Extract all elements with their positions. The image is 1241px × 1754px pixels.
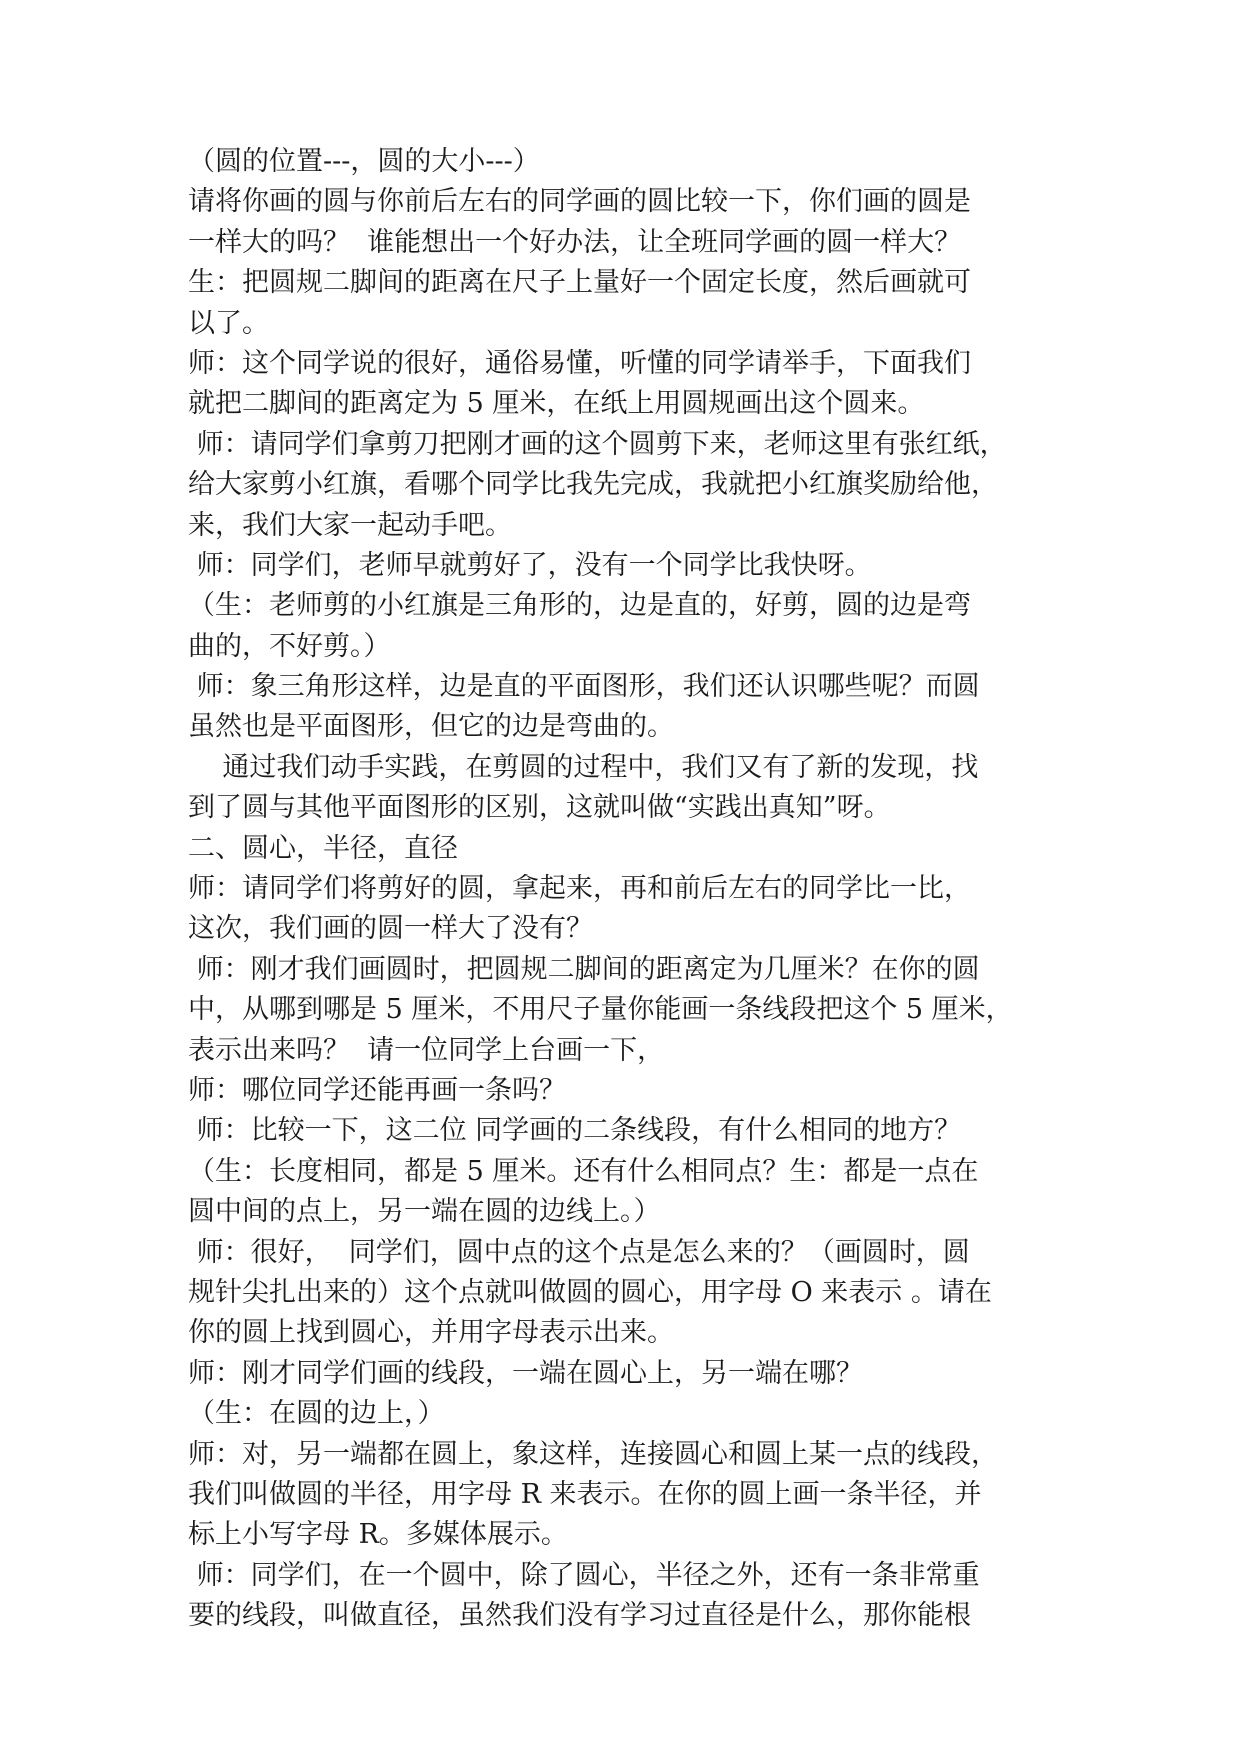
text-line: 这次，我们画的圆一样大了没有？ (188, 913, 593, 945)
text-line: 来，我们大家一起动手吧。 (188, 509, 512, 541)
text-line: 就把二脚间的距离定为 5 厘米，在纸上用圆规画出这个圆来。 (188, 388, 925, 420)
text-line: 师：对，另一端都在圆上，象这样，连接圆心和圆上某一点的线段， (188, 1438, 998, 1470)
text-line: 表示出来吗？ 请一位同学上台画一下， (188, 1034, 665, 1066)
text-line: 我们叫做圆的半径，用字母 R 来表示。在你的圆上画一条半径，并 (188, 1478, 982, 1510)
text-line: 请将你画的圆与你前后左右的同学画的圆比较一下，你们画的圆是 (188, 186, 971, 218)
text-line: （生：在圆的边上，） (188, 1398, 445, 1430)
text-line: 师：象三角形这样，边是直的平面图形，我们还认识哪些呢？而圆 (188, 671, 980, 703)
text-line: 规针尖扎出来的）这个点就叫做圆的圆心，用字母 O 来表示 。请在 (188, 1276, 992, 1308)
text-line: 师：同学们，老师早就剪好了，没有一个同学比我快呀。 (188, 549, 872, 581)
text-line: （生：老师剪的小红旗是三角形的，边是直的，好剪，圆的边是弯 (188, 590, 971, 622)
text-line: （生：长度相同，都是 5 厘米。还有什么相同点？生：都是一点在 (188, 1155, 979, 1187)
text-line: 标上小写字母 R。多媒体展示。 (188, 1519, 568, 1551)
text-line: 一样大的吗？ 谁能想出一个好办法，让全班同学画的圆一样大？ (188, 226, 962, 258)
text-line: 师：这个同学说的很好，通俗易懂，听懂的同学请举手，下面我们 (188, 347, 971, 379)
text-line: 中，从哪到哪是 5 厘米，不用尺子量你能画一条线段把这个 5 厘米， (188, 994, 1013, 1026)
text-line: 圆中间的点上，另一端在圆的边线上。） (188, 1196, 661, 1228)
text-line: 师：同学们，在一个圆中，除了圆心，半径之外，还有一条非常重 (188, 1559, 980, 1591)
text-line: 师：比较一下，这二位 同学画的二条线段，有什么相同的地方？ (188, 1115, 962, 1147)
text-line: （圆的位置---，圆的大小---） (188, 146, 540, 177)
text-line: 到了圆与其他平面图形的区别，这就叫做“实践出真知”呀。 (188, 792, 891, 824)
text-line: 师：请同学们拿剪刀把刚才画的这个圆剪下来，老师这里有张红纸， (188, 428, 1007, 460)
text-line: 你的圆上找到圆心，并用字母表示出来。 (188, 1317, 674, 1349)
text-line: 通过我们动手实践，在剪圆的过程中，我们又有了新的发现，找 (188, 751, 979, 783)
text-line: 师：哪位同学还能再画一条吗？ (188, 1074, 566, 1106)
text-line: 给大家剪小红旗，看哪个同学比我先完成，我就把小红旗奖励给他， (188, 469, 998, 501)
text-line: 生：把圆规二脚间的距离在尺子上量好一个固定长度，然后画就可 (188, 267, 971, 299)
text-line: 二、圆心，半径，直径 (188, 832, 458, 864)
text-line: 曲的，不好剪。） (188, 630, 391, 662)
text-line: 虽然也是平面图形，但它的边是弯曲的。 (188, 711, 674, 743)
text-line: 师：刚才我们画圆时，把圆规二脚间的距离定为几厘米？在你的圆 (188, 953, 980, 985)
text-line: 师：刚才同学们画的线段，一端在圆心上，另一端在哪？ (188, 1357, 863, 1389)
text-line: 师：请同学们将剪好的圆，拿起来，再和前后左右的同学比一比， (188, 873, 971, 905)
document-body (188, 142, 1068, 1636)
text-line: 师：很好， 同学们，圆中点的这个点是怎么来的？（画圆时，圆 (188, 1236, 970, 1268)
text-line: 要的线段，叫做直径，虽然我们没有学习过直径是什么，那你能根 (188, 1600, 971, 1632)
text-line: 以了。 (188, 307, 269, 339)
